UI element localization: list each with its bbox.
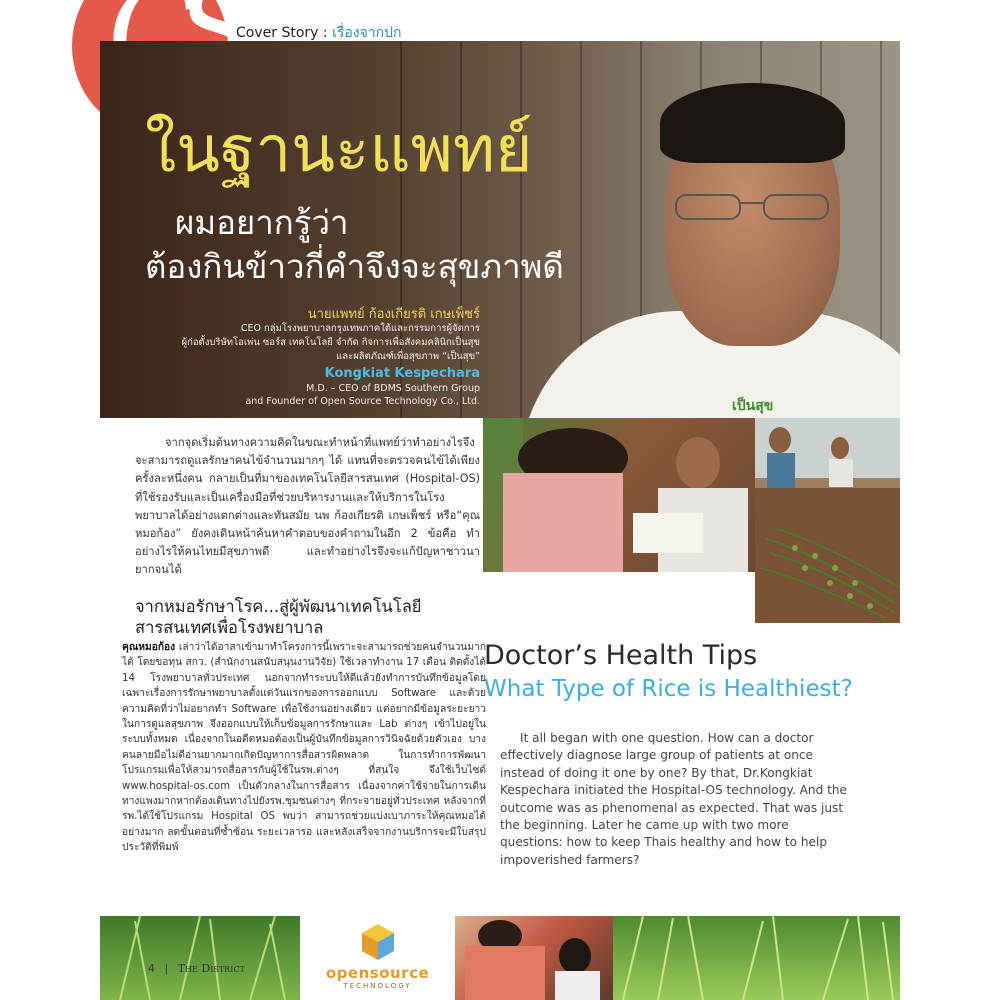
opensource-logo-word: opensource	[325, 964, 430, 982]
rice-field-photo	[613, 916, 900, 1000]
thai-section-heading-line-1: จากหมอรักษาโรค...สู่ผู้พัฒนาเทคโนโลยี	[135, 597, 422, 616]
person-title-thai-line: และผลิตภัณฑ์เพื่อสุขภาพ “เป็นสุข”	[336, 351, 480, 362]
section-label-th: เรื่องจากปก	[332, 25, 402, 41]
opensource-cube-icon	[360, 922, 396, 962]
subheadline-line-1: ผมอยากรู้ว่า	[175, 203, 349, 242]
publication-name: The District	[177, 962, 245, 975]
person-name-english: Kongkiat Kespechara	[324, 366, 480, 381]
english-summary-paragraph: It all began with one question. How can a doctor effectively diagnose large group of patients at once instead of doing it one by one? By that, Dr.Kongkiat Kespechara initiated the Hospital-OS technology. And the outcome was as phenomenal as expected. That was just the beginning. Later he came up with two more questions: how to keep Thais healthy and how to help impoverished farmers?	[500, 731, 847, 867]
thai-intro-paragraph: จากจุดเริ่มต้นทางความคิดในขณะทำหน้าที่แพทย์ว่าทำอย่างไรจึงจะสามารถดูแลรักษาคนไข้จำนวนมากๆ ได้ แทนที่จะตรวจคนไข้ได้เพียงครั้งละหนึ่งคน กลายเป็นที่มาของเทคโนโลยีสารสนเทศ (Hospital-OS) ที่ใช้รองรับและเป็นเครื่องมือที่ช่วยบริหารงานและให้บริการในโรงพยาบาลได้อย่างแตกต่างและทันสมัย นพ ก้องเกียรติ เกษเพ็ชร์ หรือ“คุณหมอก้อง” ยังคงเดินหน้าค้นหาคำตอบของคำถามในอีก 2 ข้อคือ ทำอย่างไรให้คนไทยมีสุขภาพดี และทำอย่างไรจึงจะแก้ปัญหาชาวนายากจนได้	[135, 436, 480, 577]
english-title: Doctor’s Health Tips	[484, 640, 758, 671]
thai-section-heading	[135, 596, 480, 638]
english-subtitle: What Type of Rice is Healthiest?	[484, 676, 853, 702]
rice-table-photo	[755, 418, 900, 623]
clinic-photo	[483, 418, 755, 572]
opensource-logo	[300, 916, 455, 1000]
headline-thai: ในฐานะแพทย์	[145, 113, 533, 187]
person-title-thai-line: ผู้ก่อตั้งบริษัทโอเพ่น ซอร์ส เทคโนโลยี จำกัด กิจการเพื่อสังคมคลินิกเป็นสุข	[181, 337, 480, 348]
clinic-footer-photo	[455, 916, 613, 1000]
thai-body-lead: คุณหมอก้อง	[122, 642, 176, 653]
person-title-thai-line: CEO กลุ่มโรงพยาบาลกรุงเทพภาคใต้และกรรมการผู้จัดการ	[240, 323, 480, 334]
doctor-hair	[660, 83, 845, 163]
section-label-en: Cover Story :	[236, 25, 328, 41]
page-number: 4	[148, 962, 155, 975]
person-title-english-line: M.D. – CEO of BDMS Southern Group	[306, 383, 480, 394]
thai-body-paragraph	[122, 640, 486, 856]
opensource-logo-sub: TECHNOLOGY	[343, 982, 412, 990]
shirt-logo: เป็นสุข	[732, 398, 774, 414]
footer-photo-strip	[100, 916, 900, 1000]
person-title-english-line: and Founder of Open Source Technology Co., Ltd.	[245, 396, 480, 407]
page-footer: 4 | The District	[148, 962, 245, 975]
thai-body-text: เล่าว่าได้อาสาเข้ามาทำโครงการนี้เพราะจะสามารถช่วยคนจำนวนมากได้ โดยขอทุน สกว. (สำนักงานสนับสนุนงานวิจัย) ใช้เวลาทำงาน 17 เดือน ติดตั้งได้ 14 โรงพยาบาลทั่วประเทศ นอกจากทำระบบให้ดีแล้วยังทำการบันทึกข้อมูลโดยเฉพาะเรื่องการรักษาพยาบาลตั้งแต่วันแรกของการออกแบบ Software และด้วยความคิดที่ว่าไม่อยากทำ Software เพื่อใช้งานอย่างเดียว แต่อยากมีข้อมูลระยะยาวในการดูแลสุขภาพ จึงออกแบบให้เก็บข้อมูลการรักษาและ Lab ต่างๆ เข้าไปอยู่ในระบบทั้งหมด เนื่องจากในอดีตหมอต้องเป็นผู้บันทึกข้อมูลการวินิจฉัยด้วยตัวเอง บางคนลายมือไม่ดีอ่านยากมากเกิดปัญหาการสื่อสารผิดพลาด ในการทำการพัฒนาโปรแกรมเพื่อให้สามารถสื่อสารกับผู้ใช้ในรพ.ต่างๆ ที่สนใจ จึงใช้เว็บไซต์ www.hospital-os.com เป็นตัวกลางในการสื่อสาร เนื่องจากค่าใช้จ่ายในการเดินทางแพงมากหากต้องเดินทางไปยังรพ.ชุมชนต่างๆ ที่กระจายอยู่ทั่วประเทศ หลังจากที่รพ.ได้ใช้โปรแกรม Hospital OS พบว่า สามารถช่วยแบ่งเบาภาระให้คุณหมอได้อย่างมาก ลดขั้นตอนที่ซ้ำซ้อน ระยะเวลารอ และหลังเสร็จจากงานบริการจะมีใบสรุปประวัติที่พิมพ์	[122, 642, 486, 854]
person-name-thai: นายแพทย์ ก้องเกียรติ เกษเพ็ชร์	[307, 307, 480, 322]
thai-section-heading-line-2: สารสนเทศเพื่อโรงพยาบาล	[135, 618, 324, 637]
subheadline-line-2: ต้องกินข้าวกี่คำจึงจะสุขภาพดี	[145, 247, 564, 286]
glasses-graphic	[672, 191, 832, 223]
rice-field-photo	[100, 916, 300, 1000]
